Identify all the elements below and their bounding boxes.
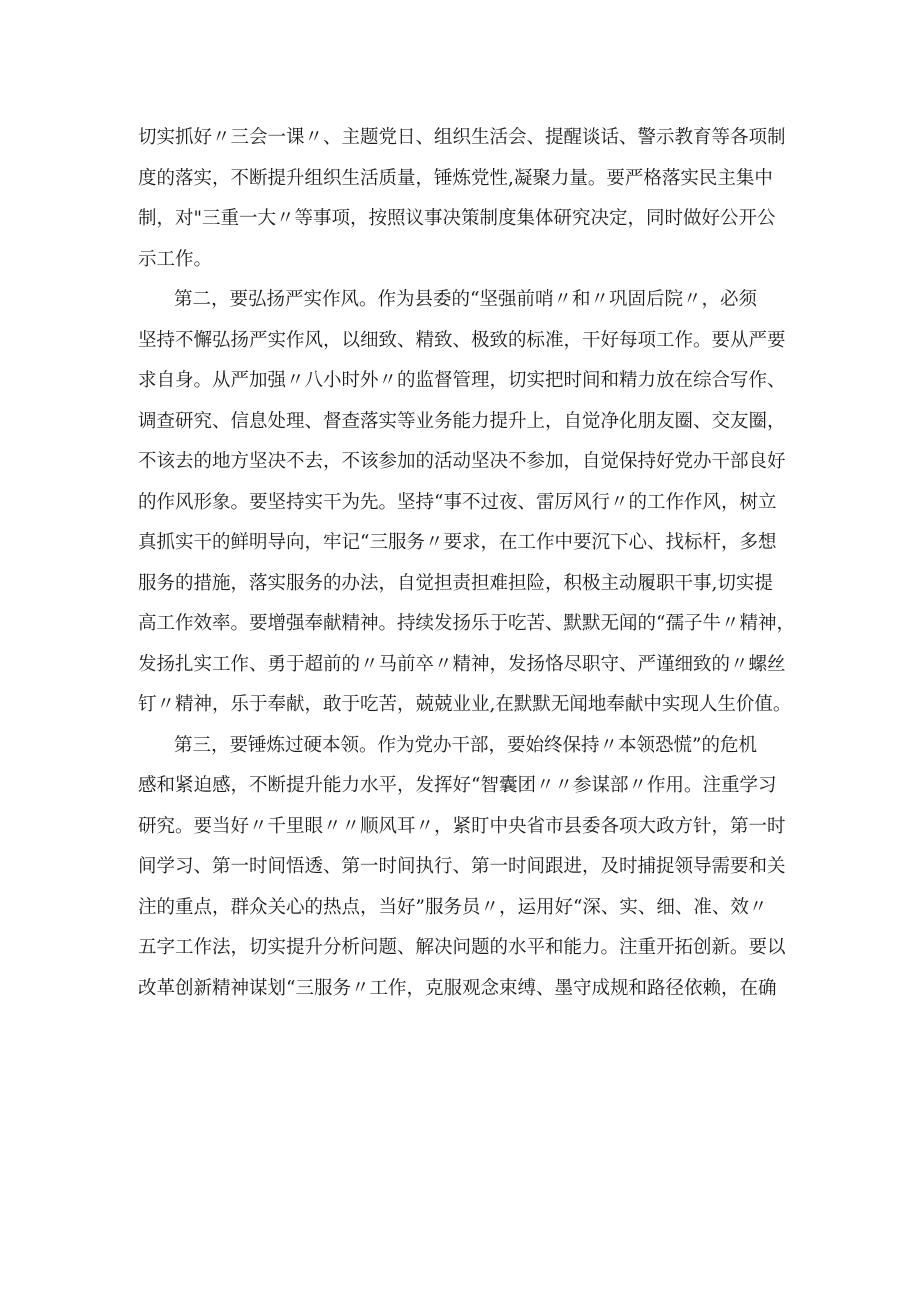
text-line: 改革创新精神谋划“三服务〃工作，克服观念束缚、墨守成规和路径依赖，在确 [138, 977, 777, 999]
text-line: 不该去的地方坚决不去，不该参加的活动坚决不参加，自觉保持好党办干部良好 [138, 451, 786, 472]
text-line: 的作风形象。要坚持实干为先。坚持“事不过夜、雷厉风行〃的工作作风，树立 [138, 491, 777, 513]
text-line: 高工作效率。要增强奉献精神。持续发扬乐于吃苦、默默无闻的“孺子牛〃精神， [138, 613, 795, 634]
document-body [138, 118, 798, 1009]
paragraph-1 [138, 118, 798, 280]
text-line: 坚持不懈弘扬严实作风，以细致、精致、极致的标准，干好每项工作。要从严要 [138, 329, 786, 351]
text-line: 度的落实，不断提升组织生活质量，锤炼党性,凝聚力量。要严格落实民主集中 [138, 167, 773, 189]
text-line: 服务的措施，落实服务的办法，自觉担责担难担险，积极主动履职干事,切实提 [138, 572, 773, 594]
text-line: 切实抓好〃三会一课〃、主题党日、组织生活会、提醒谈话、警示教育等各项制 [138, 127, 786, 148]
text-line: 第三，要锤炼过硬本领。作为党办干部，要始终保持〃本领恐慌”的危机 [174, 734, 757, 756]
text-line: 五字工作法，切实提升分析问题、解决问题的水平和能力。注重开拓创新。要以 [138, 937, 786, 958]
text-line: 钉〃精神，乐于奉献，敢于吃苦，兢兢业业,在默默无闻地奉献中实现人生价值。 [138, 694, 792, 715]
text-line: 示工作。 [138, 248, 213, 270]
text-line: 注的重点，群众关心的热点，当好”服务员〃，运用好“深、实、细、准、效〃 [138, 896, 768, 918]
text-line: 间学习、第一时间悟透、第一时间执行、第一时间跟进，及时捕捉领导需要和关 [138, 856, 786, 877]
text-line: 发扬扎实工作、勇于超前的〃马前卒〃精神，发扬恪尽职守、严谨细致的〃螺丝 [138, 653, 786, 675]
text-line: 感和紧迫感，不断提升能力水平，发挥好“智囊团〃〃参谋部〃作用。注重学习 [138, 775, 777, 796]
text-line: 第二，要弘扬严实作风。作为县委的“坚强前哨〃和〃巩固后院〃，必须 [174, 289, 757, 310]
text-line: 真抓实干的鲜明导向，牢记“三服务〃要求，在工作中要沉下心、找标杆，多想 [138, 532, 777, 553]
paragraph-3 [138, 726, 798, 1010]
text-line: 求自身。从严加强〃八小时外〃的监督管理，切实把时间和精力放在综合写作、 [138, 370, 786, 391]
paragraph-2 [138, 280, 798, 726]
text-line: 制，对"三重一大〃等事项，按照议事决策制度集体研究决定，同时做好公开公 [138, 208, 776, 229]
text-line: 调查研究、信息处理、督查落实等业务能力提升上，自觉净化朋友圈、交友圈， [138, 410, 786, 432]
text-line: 研究。要当好〃千里眼〃〃顺风耳〃，紧盯中央省市县委各项大政方针，第一时 [138, 815, 786, 837]
